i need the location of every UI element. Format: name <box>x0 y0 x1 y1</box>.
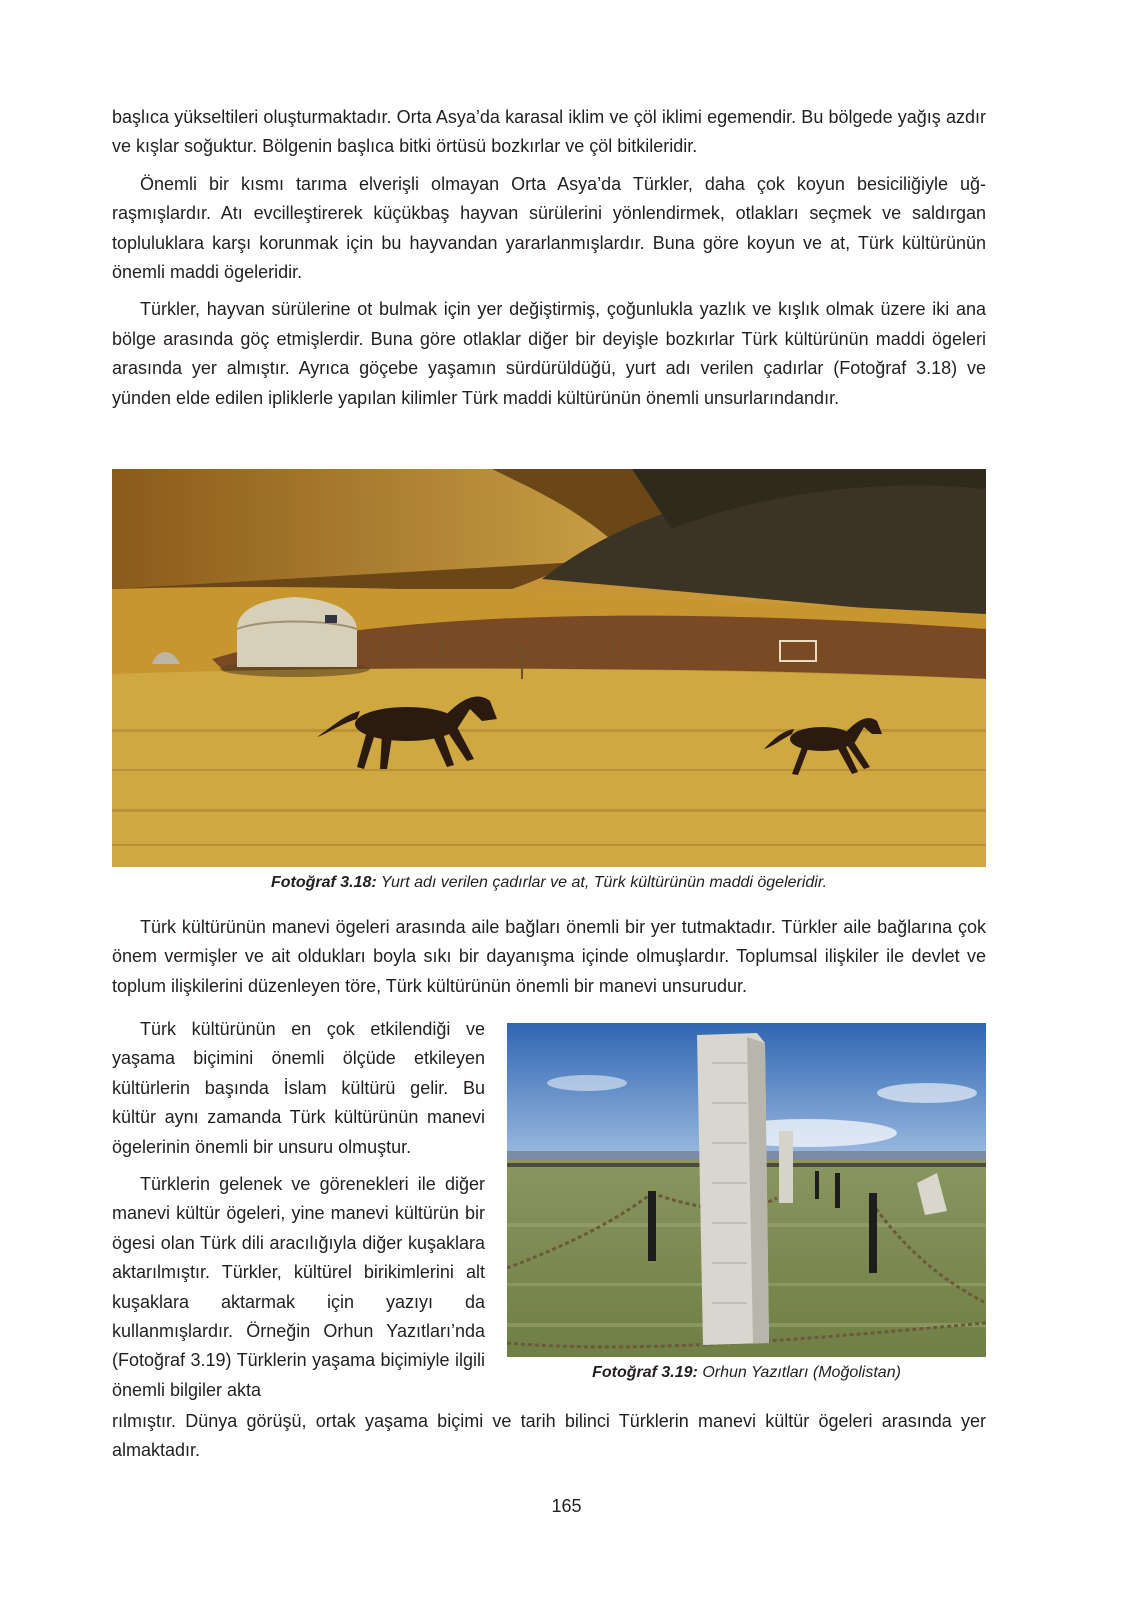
paragraph: Türk kültürünün en çok etkilendiği ve yaşama biçimini önemli ölçüde etkileyen kültürlerin başında İslam kültürü gelir. Bu kültür aynı zamanda Türk kültürünün manevi ögelerinin önemli bir unsuru olmuştur. <box>112 1019 485 1157</box>
caption-label: Fotoğraf 3.18: <box>270 874 377 891</box>
text-block-left-column <box>112 1015 485 1405</box>
paragraph: Türkler, hayvan sürülerine ot bulmak için yer değiştirmiş, çoğunlukla yazlık ve kışlık olmak üzere iki ana bölge arasında göç etmişlerdir. Buna göre otlaklar diğer bir deyişle bozkırlar Türk kültürünün maddi ögeleri arasında yer almıştır. Ayrıca göçebe yaşamın sürdürüldüğü, yurt adı verilen çadırlar (Fotoğraf 3.18) ve yünden elde edilen ipliklerle yapılan kilimler Türk maddi kültürünün önemli unsurlarındandır. <box>112 299 986 408</box>
caption-photo-3-19 <box>507 1363 986 1383</box>
paragraph: Türk kültürünün manevi ögeleri arasında aile bağları önemli bir yer tutmaktadır. Türkler aile bağlarına çok önem vermişler ve ait oldukları boyla sıkı bir dayanışma içinde olmuşlardır. Toplumsal ilişkiler ile devlet ve toplum ilişkilerini düzenleyen töre, Türk kültürünün önemli bir manevi unsurudur. <box>112 917 986 996</box>
photo-orhun-inscriptions <box>507 1023 986 1357</box>
text-block-middle <box>112 913 986 1001</box>
text-block-bottom <box>112 1407 986 1466</box>
caption-label: Fotoğraf 3.19: <box>592 1364 698 1381</box>
paragraph: Türklerin gelenek ve görenekleri ile diğer manevi kültür ögeleri, yine manevi kültürün bir ögesi olan Türk dili aracılığıyla diğer kuşaklara aktarılmıştır. Türkler, kültürel birikimlerini alt kuşaklara aktarmak için yazıyı da kullanmışlardır. Örneğin Orhun Yazıtları’nda (Fotoğraf 3.19) Türklerin yaşama biçimiyle ilgili önemli bilgiler akta <box>112 1174 485 1400</box>
paragraph: rılmıştır. Dünya görüşü, ortak yaşama biçimi ve tarih bilinci Türklerin manevi kültür ögeleri arasında yer almaktadır. <box>112 1411 986 1461</box>
paragraph: başlıca yükseltileri oluşturmaktadır. Orta Asya’da karasal iklim ve çöl iklimi egemendir. Bu bölgede yağış azdır ve kışlar soğuktur. Bölgenin başlıca bitki örtüsü bozkırlar ve çöl bitkileridir. <box>112 107 986 157</box>
caption-text: Orhun Yazıtları (Moğolistan) <box>702 1364 901 1381</box>
page-number: 165 <box>551 1496 582 1516</box>
caption-photo-3-18 <box>112 873 986 893</box>
photo-yurt-horses <box>112 469 986 867</box>
text-block-top <box>112 103 986 413</box>
paragraph: Önemli bir kısmı tarıma elverişli olmayan Orta Asya’da Türkler, daha çok koyun besiciliğiyle uğraşmışlardır. Atı evcilleştirerek küçükbaş hayvan sürülerini yönlendirmek, otlakları seçmek ve saldırgan topluluklara karşı korunmak için bu hayvandan yararlanmışlardır. Buna göre koyun ve at, Türk kültürünün önemli maddi ögeleridir. <box>112 173 986 283</box>
caption-text: Yurt adı verilen çadırlar ve at, Türk kültürünün maddi ögeleridir. <box>380 874 828 891</box>
